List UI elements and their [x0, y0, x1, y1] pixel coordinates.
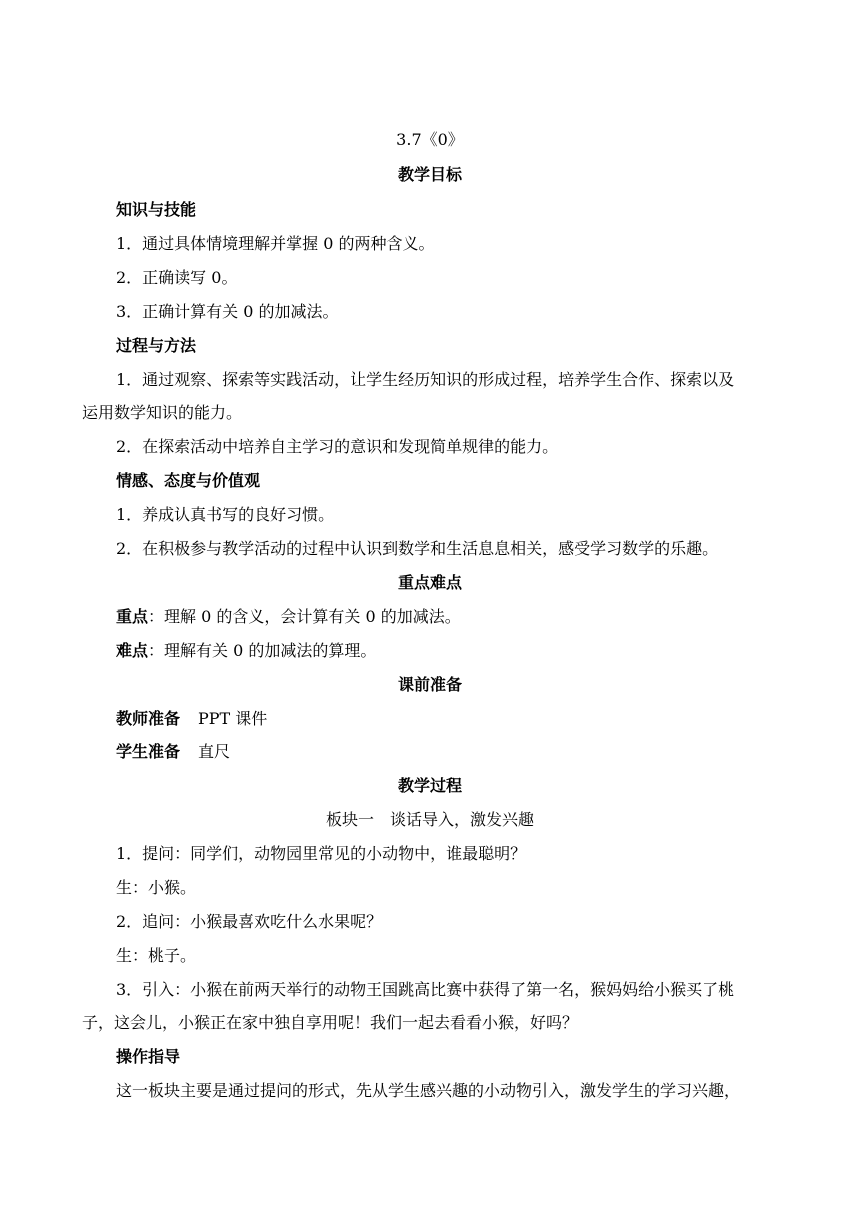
process-item-2: 2．在探索活动中培养自主学习的意识和发现简单规律的能力。 — [116, 437, 559, 456]
guidance-text: 这一板块主要是通过提问的形式，先从学生感兴趣的小动物引入，激发学生的学习兴趣， — [116, 1081, 741, 1100]
procedure-question-1: 1．提问：同学们，动物园里常见的小动物中，谁最聪明？ — [116, 844, 527, 863]
process-item-1a: 1．通过观察、探索等实践活动，让学生经历知识的形成过程，培养学生合作、探索以及 — [116, 370, 735, 389]
difficulty-line — [116, 640, 376, 662]
procedure-answer-1: 生：小猴。 — [116, 878, 197, 897]
key-point-text: ：理解 0 的含义，会计算有关 0 的加减法。 — [148, 607, 461, 626]
heading-preparation: 课前准备 — [397, 675, 462, 694]
heading-procedure: 教学过程 — [397, 776, 462, 795]
knowledge-item-1: 1．通过具体情境理解并掌握 0 的两种含义。 — [116, 234, 435, 253]
student-prep-label: 学生准备 — [116, 742, 181, 761]
doc-title: 3.7《0》 — [396, 130, 464, 149]
procedure-question-2: 2．追问：小猴最喜欢吃什么水果呢？ — [116, 912, 383, 931]
emotion-item-2: 2．在积极参与教学活动的过程中认识到数学和生活息息相关，感受学习数学的乐趣。 — [116, 539, 719, 558]
teacher-prep-text: PPT 课件 — [198, 709, 268, 728]
teacher-prep-label: 教师准备 — [116, 709, 181, 728]
emotion-item-1: 1．养成认真书写的良好习惯。 — [116, 505, 335, 524]
key-point-label: 重点 — [116, 607, 149, 626]
procedure-intro-a: 3．引入：小猴在前两天举行的动物王国跳高比赛中获得了第一名，猴妈妈给小猴买了桃 — [116, 980, 735, 999]
knowledge-item-2: 2．正确读写 0。 — [116, 268, 238, 287]
procedure-answer-2: 生：桃子。 — [116, 946, 197, 965]
subheading-knowledge: 知识与技能 — [116, 200, 197, 219]
subheading-process: 过程与方法 — [116, 336, 197, 355]
difficulty-label: 难点 — [116, 641, 149, 660]
key-point-line — [116, 606, 461, 628]
process-item-1b: 运用数学知识的能力。 — [82, 403, 243, 422]
heading-key-points: 重点难点 — [397, 573, 462, 592]
subheading-emotion: 情感、态度与价值观 — [116, 471, 261, 490]
heading-teaching-goals: 教学目标 — [397, 165, 462, 184]
student-prep-text: 直尺 — [198, 742, 231, 761]
procedure-intro-b: 子，这会儿，小猴正在家中独自享用呢！我们一起去看看小猴，好吗？ — [82, 1013, 579, 1032]
teacher-prep-line — [116, 708, 267, 730]
difficulty-text: ：理解有关 0 的加减法的算理。 — [148, 641, 377, 660]
block-one-title: 板块一 谈话导入，激发兴趣 — [325, 810, 534, 829]
student-prep-line — [116, 741, 230, 763]
subheading-guidance: 操作指导 — [116, 1047, 181, 1066]
knowledge-item-3: 3．正确计算有关 0 的加减法。 — [116, 302, 339, 321]
